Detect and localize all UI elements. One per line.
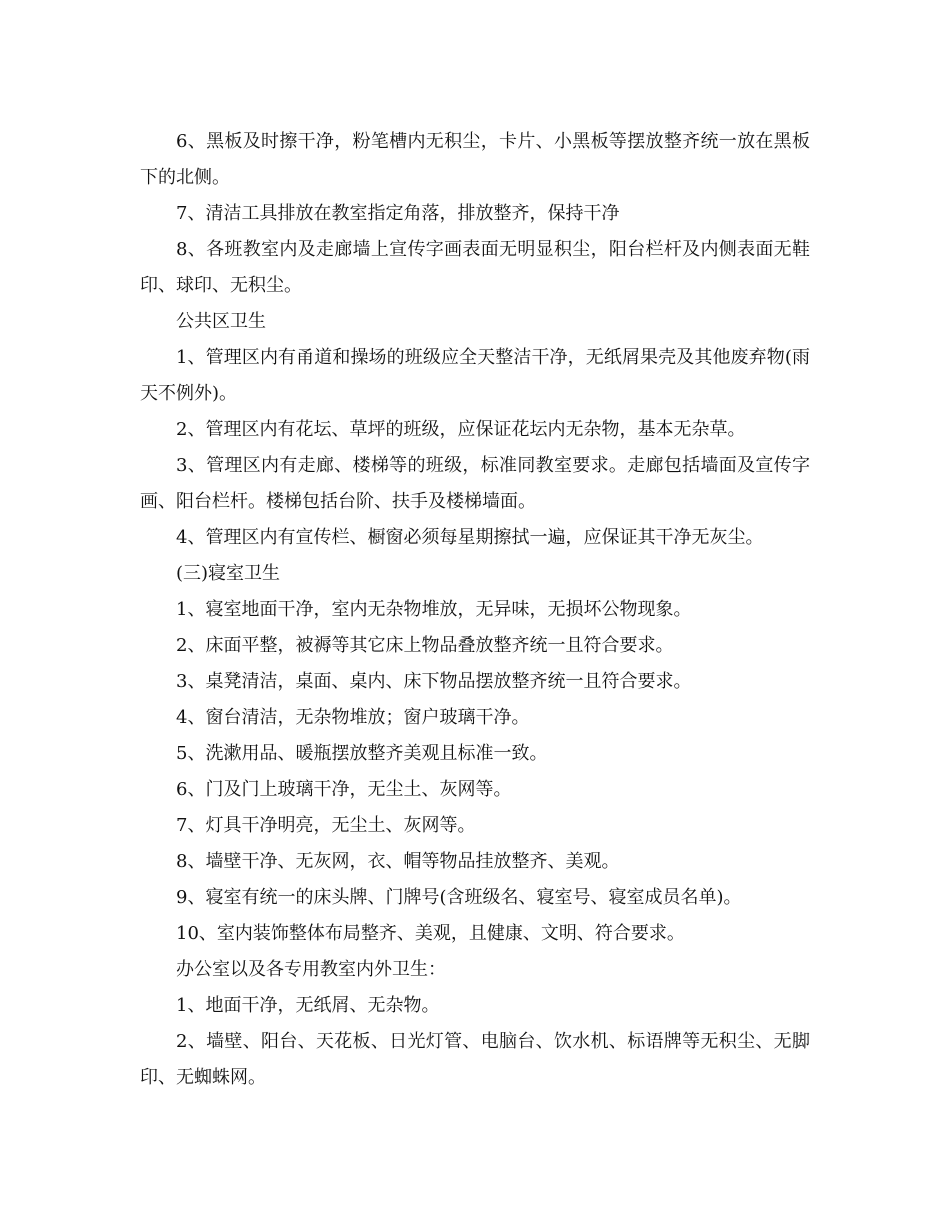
paragraph: 1、管理区内有甬道和操场的班级应全天整洁干净，无纸屑果壳及其他废弃物(雨天不例外)。 (140, 347, 810, 404)
paragraph: 7、清洁工具排放在教室指定角落，排放整齐，保持干净 (176, 203, 620, 224)
section-heading: 办公室以及各专用教室内外卫生： (176, 959, 446, 980)
paragraph: 1、寝室地面干净，室内无杂物堆放，无异味，无损坏公物现象。 (176, 599, 692, 620)
paragraph: 4、窗台清洁，无杂物堆放；窗户玻璃干净。 (176, 707, 530, 728)
paragraph: 7、灯具干净明亮，无尘土、灰网等。 (176, 815, 476, 836)
paragraph: 3、管理区内有走廊、楼梯等的班级，标准同教室要求。走廊包括墙面及宣传字画、阳台栏杆。楼梯包括台阶、扶手及楼梯墙面。 (140, 455, 810, 512)
paragraph: 6、黑板及时擦干净，粉笔槽内无积尘，卡片、小黑板等摆放整齐统一放在黑板下的北侧。 (140, 131, 810, 188)
paragraph: 3、桌凳清洁，桌面、桌内、床下物品摆放整齐统一且符合要求。 (176, 671, 692, 692)
section-heading: (三)寝室卫生 (176, 563, 281, 584)
paragraph: 10、室内装饰整体布局整齐、美观，且健康、文明、符合要求。 (176, 923, 685, 944)
section-heading: 公共区卫生 (176, 311, 266, 332)
paragraph: 6、门及门上玻璃干净，无尘土、灰网等。 (176, 779, 512, 800)
paragraph: 9、寝室有统一的床头牌、门牌号(含班级名、寝室号、寝室成员名单)。 (176, 887, 742, 908)
paragraph: 8、各班教室内及走廊墙上宣传字画表面无明显积尘，阳台栏杆及内侧表面无鞋印、球印、无积尘。 (140, 239, 810, 296)
paragraph: 8、墙壁干净、无灰网，衣、帽等物品挂放整齐、美观。 (176, 851, 620, 872)
paragraph: 4、管理区内有宣传栏、橱窗必须每星期擦拭一遍，应保证其干净无灰尘。 (176, 527, 764, 548)
paragraph: 2、墙壁、阳台、天花板、日光灯管、电脑台、饮水机、标语牌等无积尘、无脚印、无蜘蛛网。 (140, 1031, 810, 1088)
document-body (140, 124, 810, 1096)
paragraph: 1、地面干净，无纸屑、无杂物。 (176, 995, 440, 1016)
paragraph: 5、洗漱用品、暖瓶摆放整齐美观且标准一致。 (176, 743, 548, 764)
paragraph: 2、管理区内有花坛、草坪的班级，应保证花坛内无杂物，基本无杂草。 (176, 419, 746, 440)
paragraph: 2、床面平整，被褥等其它床上物品叠放整齐统一且符合要求。 (176, 635, 674, 656)
